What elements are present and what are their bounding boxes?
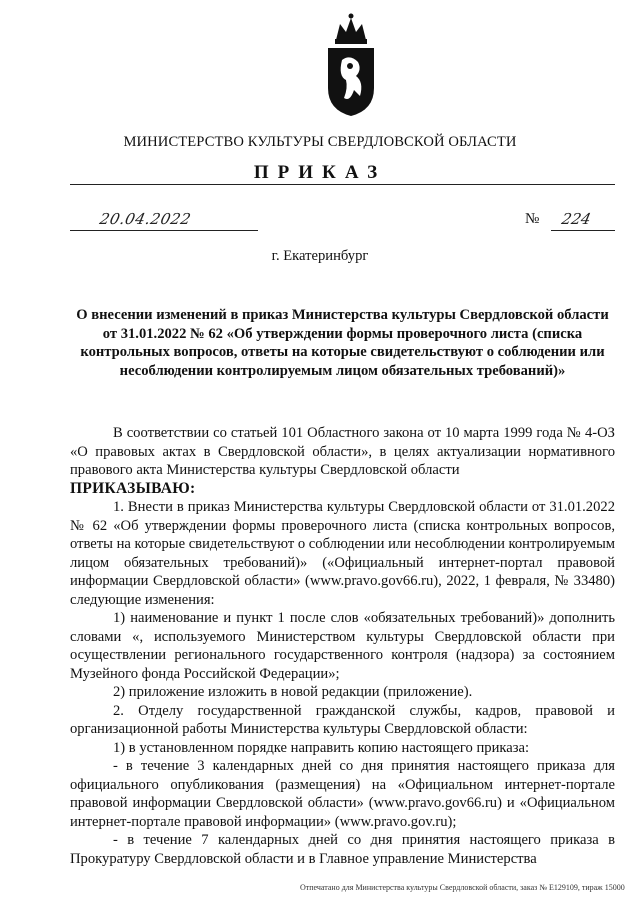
paragraph-1: 1. Внести в приказ Министерства культуры Свердловской области от 31.01.2022 № 62 «Об утверждении формы проверочного листа (списка контрольных вопросов, ответы на которые свидетельствуют о соблюдении или несоблюдении контролируемым лицом обязательных требований)» («Официальный интернет-портал правовой информации Свердловской области» (www.pravo.gov66.ru), 2022, 1 февраля, № 33480) следующие изменения: (70, 499, 615, 608)
paragraph-1-1: 1) наименование и пункт 1 после слов «обязательных требований)» дополнить словами «, используемого Министерством культуры Свердловской области при осуществлении регионального государственного контроля (надзора) за состоянием Музейного фонда Российской Федерации»; (70, 610, 615, 682)
number-sign: № (525, 211, 540, 227)
print-footer: Отпечатано для Министерства культуры Свердловской области, заказ № Е129109, тираж 15000 (300, 883, 625, 892)
date-underline (70, 230, 258, 231)
paragraph-2-1-b: - в течение 7 календарных дней со дня принятия настоящего приказа в Прокуратуру Свердловской области и в Главное управление Министерства (70, 832, 615, 867)
paragraph-2-1: 1) в установленном порядке направить копию настоящего приказа: (113, 739, 530, 756)
preamble: В соответствии со статьей 101 Областного закона от 10 марта 1999 года № 4-ОЗ «О правовых актах в Свердловской области», в целях актуализации нормативного правового акта Министерства культуры Свердловской области (70, 425, 615, 478)
ministry-name: МИНИСТЕРСТВО КУЛЬТУРЫ СВЕРДЛОВСКОЙ ОБЛАСТИ (123, 134, 517, 150)
city: г. Екатеринбург (271, 248, 369, 264)
header-divider (70, 184, 615, 185)
document-type-heading: ПРИКАЗ (253, 162, 387, 183)
paragraph-1-2: 2) приложение изложить в новой редакции (приложение). (113, 684, 473, 700)
paragraph-2-1-a: - в течение 3 календарных дней со дня принятия настоящего приказа для официального опубликования (размещения) на «Официальном интернет-портале правовой информации Свердловской области» (www.pravo.gov66.ru) и «Официальном интернет-портале правовой информации» (www.pravo.gov.ru); (70, 758, 615, 830)
order-body (70, 424, 615, 868)
order-title: О внесении изменений в приказ Министерства культуры Свердловской области от 31.01.2022 № 62 «Об утверждении формы проверочного листа (списка контрольных вопросов, ответы на которые свидетельствуют о соблюдении или несоблюдении контролируемым лицом обязательных требований)» (76, 307, 609, 379)
order-word: ПРИКАЗЫВАЮ: (70, 479, 196, 497)
coat-of-arms-emblem (320, 10, 382, 120)
handwritten-date: 20.04.2022 (98, 210, 193, 228)
paragraph-2: 2. Отделу государственной гражданской службы, кадров, правовой и организационной работы Министерства культуры Свердловской области: (70, 702, 615, 737)
number-underline (551, 230, 615, 231)
handwritten-number: 224 (560, 210, 593, 228)
